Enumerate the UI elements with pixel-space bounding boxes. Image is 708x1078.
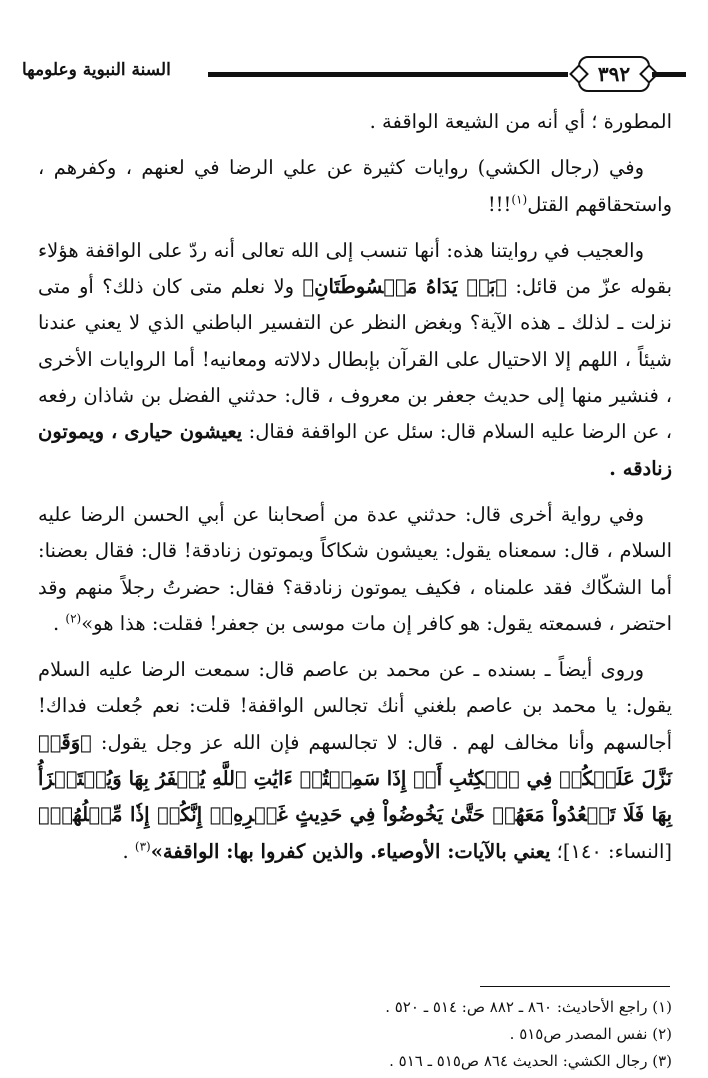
body-text [38, 104, 672, 880]
footnote-3: (٣) رجال الكشي: الحديث ٨٦٤ ص٥١٥ ـ ٥١٦ . [389, 1052, 672, 1070]
quote-bold-1: يعيشون حيارى ، ويموتون زنادقه . [38, 420, 672, 480]
header-rule-end [652, 72, 686, 77]
paragraph-1-text: المطورة ؛ أي أنه من الشيعة الواقفة . [369, 110, 672, 133]
page-number: ٣٩٢ [578, 56, 650, 92]
paragraph-2-end: !!! [487, 192, 512, 216]
footnote-separator [480, 986, 670, 987]
quran-verse-2: ﴿وَقَدۡ نَزَّلَ عَلَيۡكُمۡ فِي ٱلۡكِتَٰبِ أَنۡ إِذَا سَمِعۡتُمۡ ءَايَٰتِ ٱللَّهِ يُكۡفَرُ بِهَا وَيُسۡتَهۡزَأُ بِهَا فَلَا تَقۡعُدُواْ مَعَهُمۡ حَتَّىٰ يَخُوضُواْ فِي حَدِيثٍ غَيۡرِهِۦٓ إِنَّكُمۡ إِذٗا مِّثۡلُهُمۡ﴾ [38, 730, 672, 827]
paragraph-3-text-a: والعجيب في روايتنا هذه: أنها تنسب إلى الله تعالى أنه ردّ على الواقفة هؤلاء بقوله عزّ من قائل: [38, 238, 672, 299]
footnote-2: (٢) نفس المصدر ص٥١٥ . [509, 1025, 672, 1043]
paragraph-1 [38, 104, 672, 140]
quran-verse-1: ﴿بَلۡ يَدَاهُ مَبۡسُوطَتَانِ﴾ [302, 275, 507, 299]
quote-bold-2: يعني بالآيات: الأوصياء. والذين كفروا بها: الواقفة» [150, 839, 551, 863]
paragraph-5-end: . [122, 839, 135, 863]
footnotes [38, 994, 672, 1075]
footnote-ref-2: (٢) [65, 611, 82, 626]
paragraph-4 [38, 497, 672, 642]
paragraph-5-text: وروى أيضاً ـ بسنده ـ عن محمد بن عاصم قال: سمعت الرضا عليه السلام يقول: يا محمد بن عاصم بلغني أنك تجالس الواقفة! قلت: نعم جُعلت فداك! أجالسهم وأنا مخالف لهم . قال: لا تجالسهم فإن الله عز وجل يقول: [38, 658, 673, 754]
paragraph-4-end: . [52, 611, 66, 635]
footnote-1: (١) راجع الأحاديث: ٨٦٠ ـ ٨٨٢ ص: ٥١٤ ـ ٥٢٠ . [385, 998, 672, 1016]
paragraph-2-text: وفي (رجال الكشي) روايات كثيرة عن علي الرضا في لعنهم ، وكفرهم ، واستحقاقهم القتل [38, 156, 672, 216]
paragraph-3-text-b: ولا نعلم متى كان ذلك؟ أو متى نزلت ـ لذلك ـ هذه الآية؟ وبغض النظر عن التفسير الباطني الذي لا يعني عندنا شيئاً ، اللهم إلا الاحتيال على القرآن بإبطال دلالاته ومعانيه! أما الروايات الأخرى ، فنشير منها إلى حديث جعفر بن معروف ، قال: حدثني الفضل بن شاذان رفعه ، عن الرضا عليه السلام قال: سئل عن الواقفة فقال: [38, 275, 673, 444]
footnote-ref-1: (١) [511, 192, 528, 207]
page-header [22, 52, 684, 92]
paragraph-5 [38, 652, 672, 870]
paragraph-2 [38, 150, 672, 223]
paragraph-4-text: وفي رواية أخرى قال: حدثني عدة من أصحابنا عن أبي الحسن الرضا عليه السلام ، قال: سمعناه يقول: يعيشون شكاكاً ويموتون زنادقة! قال: فقال بعضنا: أما الشكّاك فقد علمناه ، فكيف يموتون زنادقة؟ فقال: حضرتُ رجلاً منهم وقد احتضر ، فسمعته يقول: هو كافر إن مات موسى بن جعفر! فقلت: هذا هو» [38, 502, 672, 635]
header-rule [208, 72, 568, 77]
footnote-ref-3: (٣) [134, 839, 151, 854]
paragraph-3 [38, 233, 672, 487]
verse-citation: [النساء: ١٤٠]؛ [556, 839, 672, 863]
running-title: السنة النبوية وعلومها [22, 60, 171, 80]
